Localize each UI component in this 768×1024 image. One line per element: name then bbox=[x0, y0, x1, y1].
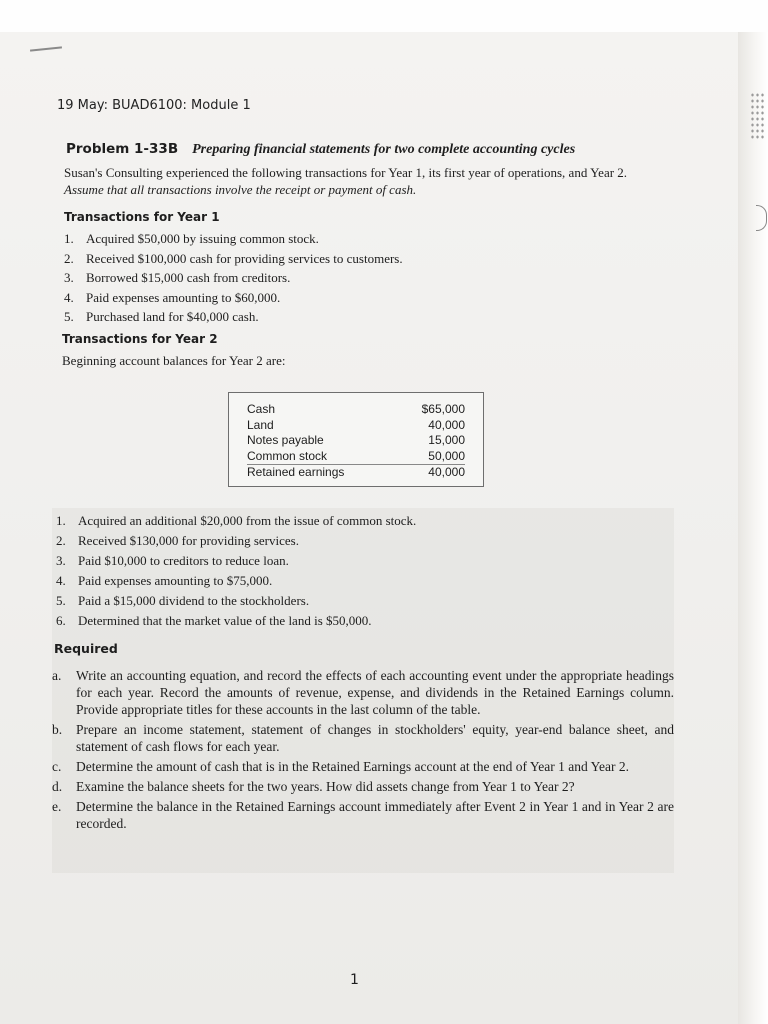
top-margin-band bbox=[0, 0, 768, 32]
required-heading: Required bbox=[54, 641, 118, 656]
page-right-edge bbox=[738, 32, 768, 1024]
year1-heading: Transactions for Year 1 bbox=[64, 210, 220, 224]
list-item: 1. Acquired an additional $20,000 from the issue of common stock. bbox=[56, 513, 417, 528]
list-item: 4. Paid expenses amounting to $60,000. bbox=[64, 289, 281, 305]
year2-list bbox=[56, 511, 416, 631]
problem-heading bbox=[66, 140, 575, 158]
intro-italic: Assume that all transactions involve the receipt or payment of cash. bbox=[64, 182, 417, 197]
list-item: c. Determine the amount of cash that is in the Retained Earnings account at the end of Year 1 and Year 2. bbox=[52, 759, 629, 774]
table-row: Common stock 50,000 bbox=[247, 448, 465, 463]
table-row: Notes payable 15,000 bbox=[247, 433, 465, 447]
list-item: 2. Received $130,000 for providing services. bbox=[56, 533, 299, 548]
binder-holes bbox=[750, 92, 766, 140]
list-item: 4. Paid expenses amounting to $75,000. bbox=[56, 573, 273, 588]
beginning-balances-table bbox=[228, 392, 484, 487]
list-item: 5. Purchased land for $40,000 cash. bbox=[64, 309, 259, 324]
problem-intro bbox=[64, 164, 664, 198]
intro-text: Susan's Consulting experienced the following transactions for Year 1, its first year of operations, and Year 2. bbox=[64, 165, 628, 180]
table-row: Cash $65,000 bbox=[247, 402, 465, 416]
year1-list bbox=[64, 229, 403, 327]
list-item: b. Prepare an income statement, statement of changes in stockholders' equity, year-end balance sheet, and statement of cash flows for each year. bbox=[52, 722, 674, 754]
problem-title: Preparing financial statements for two complete accounting cycles bbox=[192, 142, 576, 157]
list-item: 2. Received $100,000 cash for providing services to customers. bbox=[64, 250, 403, 266]
list-item: a. Write an accounting equation, and record the effects of each accounting event under the appropriate headings for each year. Record the amounts of revenue, expense, and dividends in the Retained Earnings column. Provide appropriate titles for these accounts in the last column of the table. bbox=[52, 668, 674, 717]
list-item: 3. Borrowed $15,000 cash from creditors. bbox=[64, 270, 291, 285]
year2-heading: Transactions for Year 2 bbox=[62, 332, 218, 346]
table-row: Land 40,000 bbox=[247, 417, 465, 432]
problem-number: Problem 1-33B bbox=[66, 141, 179, 157]
list-item: 5. Paid a $15,000 dividend to the stockholders. bbox=[56, 593, 310, 608]
list-item: d. Examine the balance sheets for the two years. How did assets change from Year 1 to Year 2? bbox=[52, 779, 575, 794]
list-item: 6. Determined that the market value of the land is $50,000. bbox=[56, 613, 372, 628]
list-item: 3. Paid $10,000 to creditors to reduce loan. bbox=[56, 553, 289, 568]
list-item: 1. Acquired $50,000 by issuing common stock. bbox=[64, 231, 319, 246]
page-header: 19 May: BUAD6100: Module 1 bbox=[57, 98, 251, 113]
balances-intro: Beginning account balances for Year 2 are: bbox=[62, 353, 286, 368]
list-item: e. Determine the balance in the Retained Earnings account immediately after Event 2 in Year 1 and in Year 2 are recorded. bbox=[52, 799, 674, 831]
required-list bbox=[52, 667, 674, 835]
table-row: Retained earnings 40,000 bbox=[247, 465, 465, 479]
page-number: 1 bbox=[350, 972, 359, 988]
